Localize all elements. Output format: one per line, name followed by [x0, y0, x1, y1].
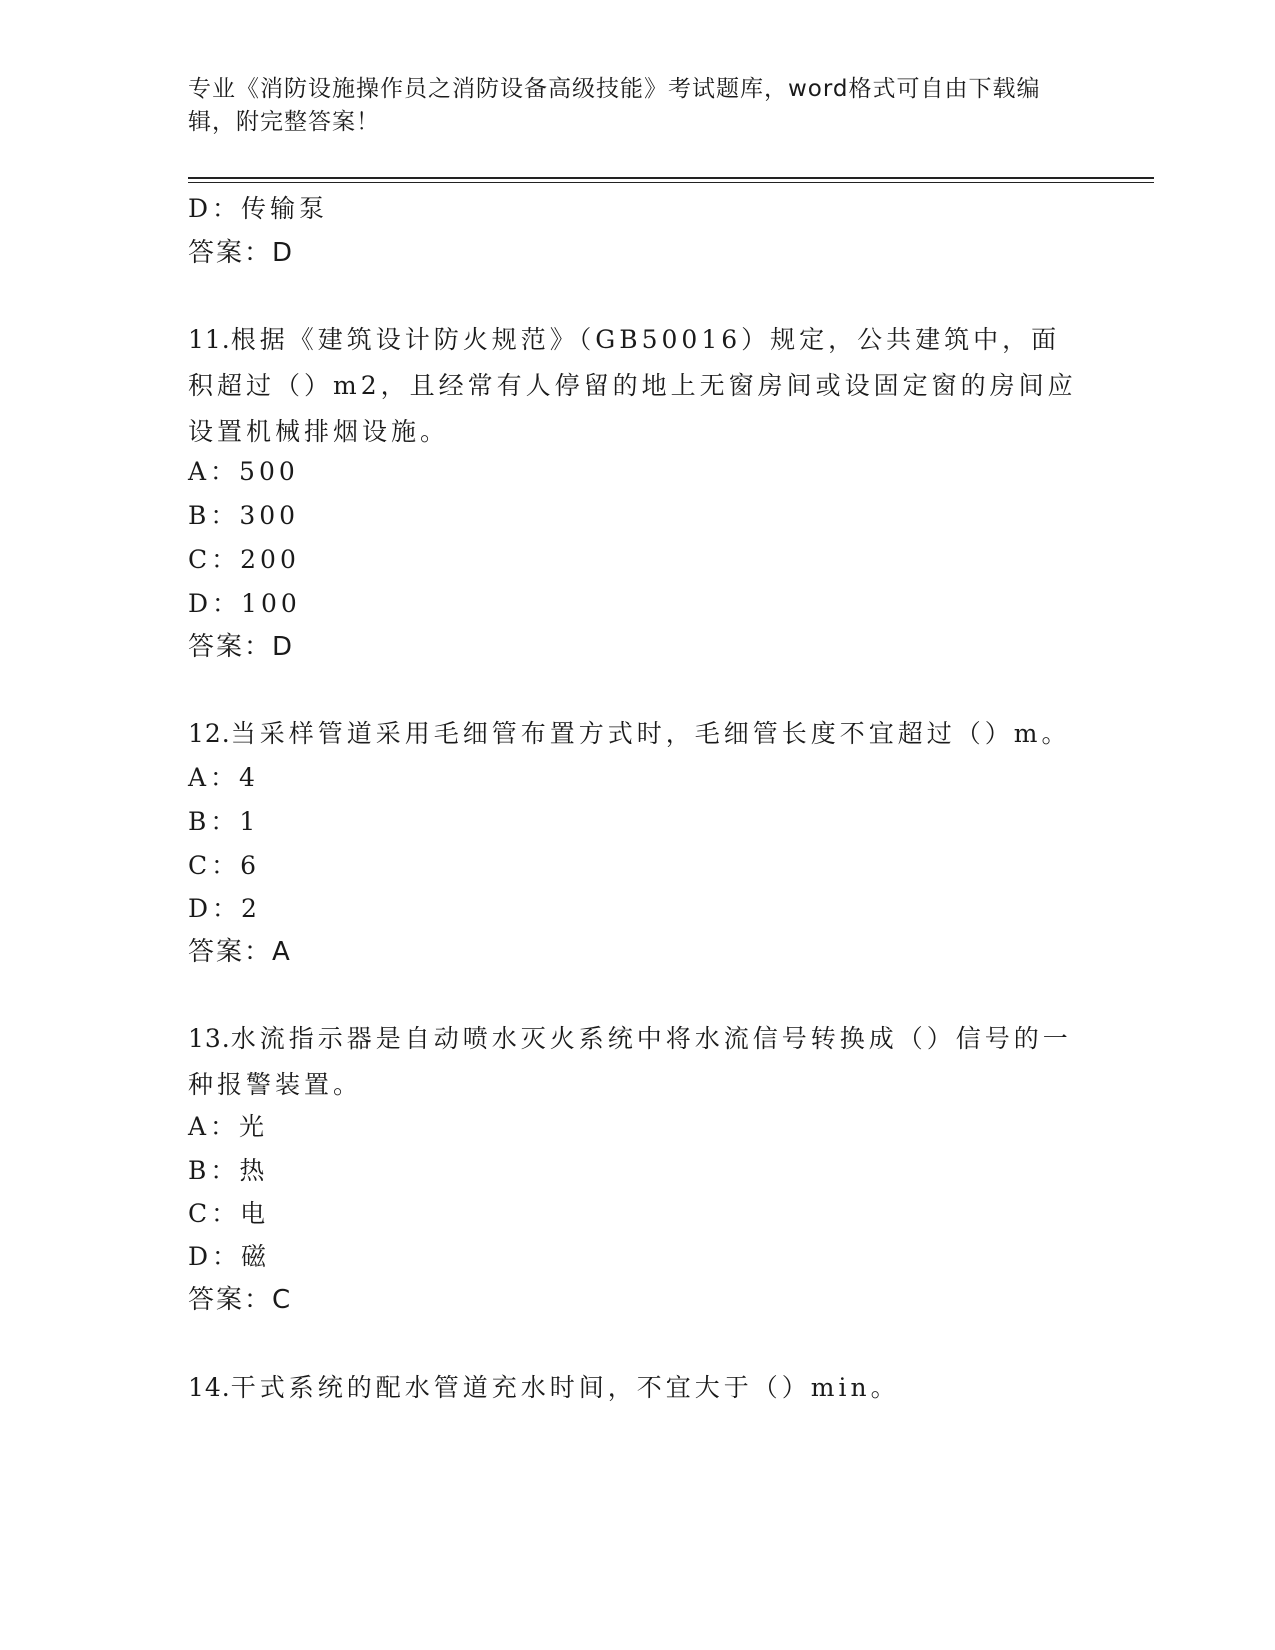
question-13-stem: [188, 1016, 1088, 1108]
header-divider-thick: [188, 177, 1154, 179]
question-12-option-c: C：6: [188, 851, 261, 880]
question-11-stem: [188, 317, 1088, 455]
question-12-option-a: A：4: [188, 763, 259, 792]
document-header: 专业《消防设施操作员之消防设备高级技能》考试题库，word格式可自由下载编辑，附完整答案！: [188, 76, 1041, 135]
question-13-answer: 答案：C: [188, 1285, 293, 1315]
question-12-option-b: B：1: [188, 807, 260, 836]
question-12-stem: [188, 711, 1088, 757]
question-text: 水流指示器是自动喷水灭火系统中将水流信号转换成（）信号的一种报警装置。: [188, 1024, 1072, 1099]
header-divider-thin: [188, 182, 1154, 183]
question-text: 干式系统的配水管道充水时间，不宜大于（）min。: [230, 1373, 900, 1402]
question-11-option-c: C：200: [188, 545, 300, 574]
question-text: 当采样管道采用毛细管布置方式时，毛细管长度不宜超过（）m。: [230, 719, 1071, 748]
question-13-option-a: A：光: [188, 1112, 269, 1141]
question-number: 13.: [188, 1024, 231, 1053]
question-13-option-d: D：磁: [188, 1242, 271, 1271]
question-12-answer: 答案：A: [188, 937, 292, 967]
question-number: 11.: [188, 325, 231, 354]
question-11-answer: 答案：D: [188, 632, 295, 662]
question-11-option-d: D：100: [188, 589, 301, 618]
question-14-stem: [188, 1365, 1088, 1411]
prev-answer: 答案：D: [188, 238, 295, 268]
question-12-option-d: D：2: [188, 894, 261, 923]
question-11-option-a: A：500: [188, 457, 299, 486]
question-text: 根据《建筑设计防火规范》（GB50016）规定，公共建筑中，面积超过（）m2，且经常有人停留的地上无窗房间或设固定窗的房间应设置机械排烟设施。: [188, 325, 1077, 446]
question-number: 14.: [188, 1373, 231, 1402]
question-11-option-b: B：300: [188, 501, 300, 530]
question-13-option-b: B：热: [188, 1156, 269, 1185]
question-number: 12.: [188, 719, 231, 748]
question-13-option-c: C：电: [188, 1199, 270, 1228]
prev-option-d: D：传输泵: [188, 194, 329, 223]
